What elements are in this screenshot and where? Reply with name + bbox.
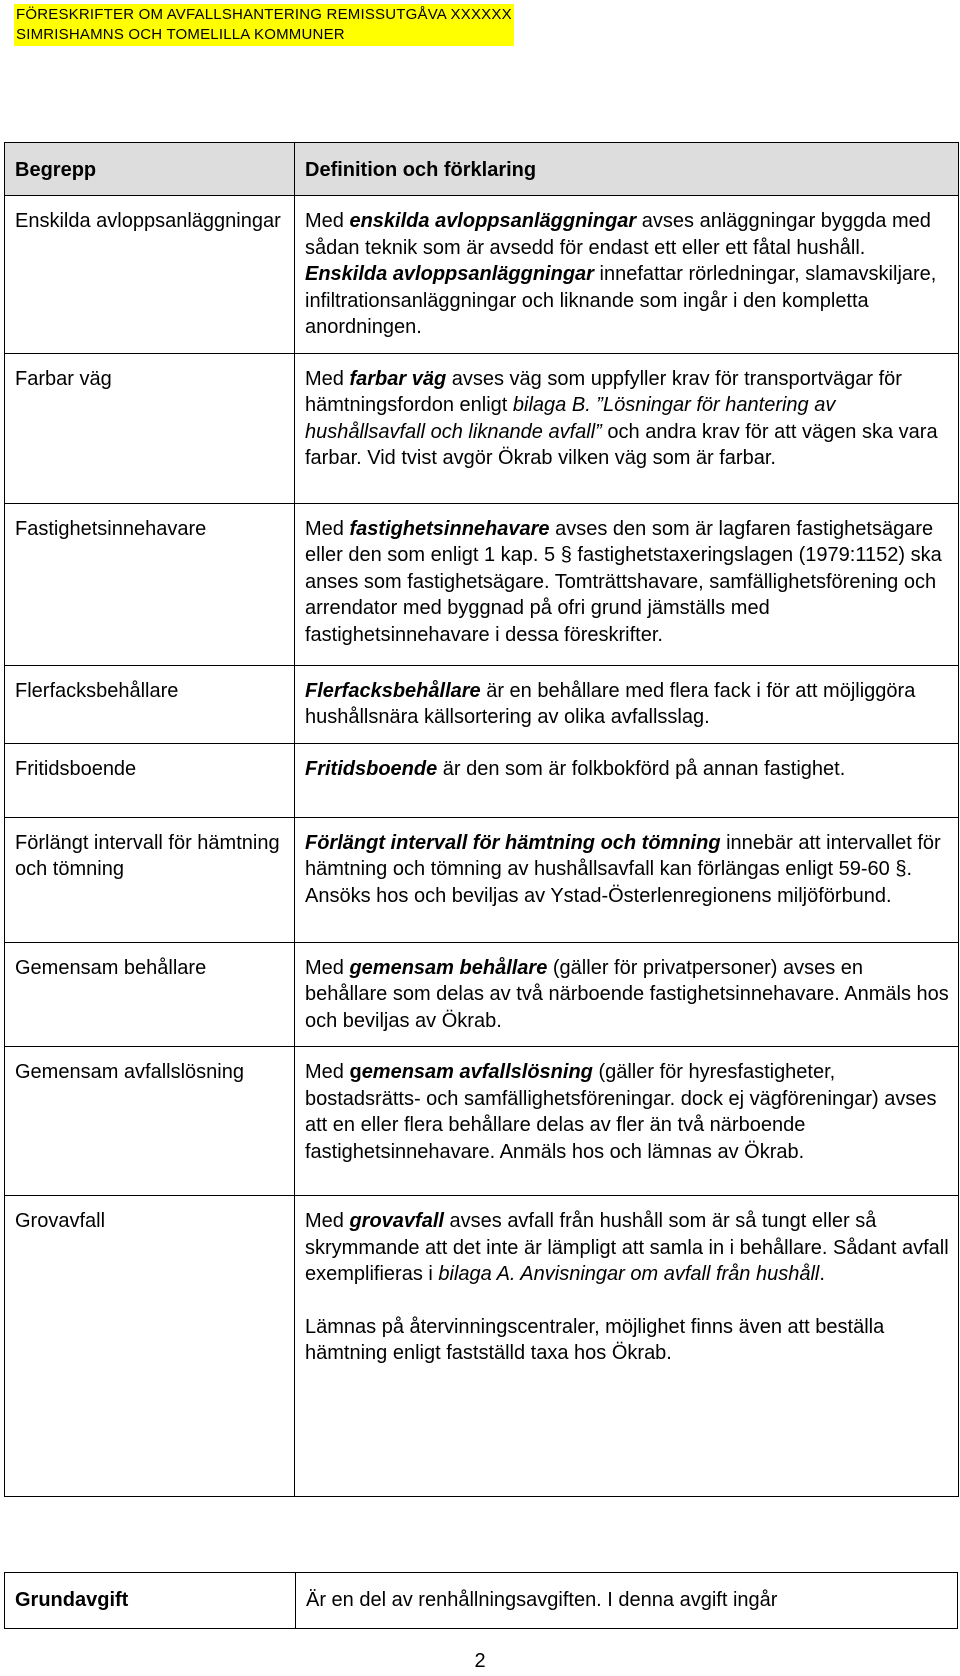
definition-cell	[295, 817, 959, 942]
definition-text-segment: avses avfall från hushåll som är så tungt eller så skrymmande att det inte är lämpligt att samla in i behållare. Sådant avfall exemplifieras i	[305, 1210, 949, 1285]
definition-text-segment: (gäller för hyresfastigheter, bostadsrätts- och samfällighetsföreningar. dock ej vägföreningar) avses att en eller flera behållare delas av fler än två närboende fastighetsinnehavare. Anmäls hos och lämnas av Ökrab.	[305, 1061, 937, 1163]
term-cell: Förlängt intervall för hämtning och tömning	[5, 817, 295, 942]
table-row	[5, 942, 959, 1047]
definition-cell	[295, 743, 959, 817]
definition-text-segment: fastighetsinnehavare	[349, 517, 550, 540]
definition-text-segment: (gäller för privatpersoner) avses en behållare som delas av två närboende fastighetsinnehavare. Anmäls hos och beviljas av Ökrab.	[305, 956, 949, 1032]
definition-text-segment: innefattar rörledningar, slamavskiljare, infiltrationsanläggningar och liknande som ingår i den kompletta anordningen.	[305, 263, 937, 338]
definition-text-segment: avses anläggningar byggda med sådan teknik som är avsedd för endast ett eller ett fåtal hushåll.	[305, 210, 931, 259]
definition-cell	[295, 1196, 959, 1497]
definition-cell	[295, 196, 959, 354]
definition-text-segment: Med	[305, 1061, 350, 1083]
definition-paragraph	[305, 830, 950, 910]
definition-paragraph	[305, 516, 950, 649]
definition-text-segment: avses den som är lagfaren fastighetsägare eller den som enligt 1 kap. 5 § fastighetstaxeringslagen (1979:1152) ska anses som fastighetsägare. Tomträttshavare, samfällighetsförening och arrendator med byggnad på ofri grund jämställs med fastighetsinnehavare i dessa föreskrifter.	[305, 517, 942, 646]
definition-text-segment: är en behållare med flera fack i för att möjliggöra hushållsnära källsortering av olika avfallsslag.	[305, 679, 916, 728]
table-header-row	[5, 143, 959, 196]
term-cell: Farbar väg	[5, 353, 295, 503]
definition-text-segment: emensam avfallslösning	[361, 1061, 593, 1083]
column-header-term: Begrepp	[5, 143, 295, 196]
definition-paragraph	[305, 756, 950, 783]
definition-text-segment: Fritidsboende	[305, 757, 438, 780]
definition-paragraph: Lämnas på återvinningscentraler, möjlighet finns även att beställa hämtning enligt fastställd taxa hos Ökrab.	[305, 1315, 885, 1364]
definition-text-segment: g	[349, 1061, 362, 1083]
document-header	[14, 4, 514, 46]
definition-cell	[295, 503, 959, 665]
definition-text-segment: Med	[305, 210, 350, 232]
definition-text-segment: grovavfall	[349, 1210, 444, 1232]
table-row	[5, 1573, 958, 1629]
definition-text-segment: Med	[305, 956, 350, 979]
definition-text-segment: bilaga B. ”Lösningar för hantering av hushållsavfall och liknande avfall”	[305, 394, 836, 443]
table-row	[5, 353, 959, 503]
definition-text-segment: farbar väg	[349, 367, 447, 390]
definitions-table	[4, 142, 959, 1497]
term-cell: Flerfacksbehållare	[5, 665, 295, 743]
definition-paragraph	[305, 1208, 950, 1288]
definition-text-segment: .	[819, 1263, 825, 1285]
table-row	[5, 743, 959, 817]
definition-text-segment: avses väg som uppfyller krav för transportvägar för hämtningsfordon enligt	[305, 367, 902, 416]
definition-paragraph	[305, 955, 950, 1035]
table-row	[5, 503, 959, 665]
term-cell: Gemensam behållare	[5, 942, 295, 1047]
definition-text-segment: enskilda avloppsanläggningar	[349, 210, 637, 232]
definition-text-segment: och andra krav för att vägen ska vara farbar. Vid tvist avgör Ökrab vilken väg som är farbar.	[305, 420, 938, 469]
table-row	[5, 1196, 959, 1497]
definition-text-segment: Förlängt intervall för hämtning och tömning	[305, 831, 721, 854]
page-number: 2	[474, 1650, 486, 1672]
term-cell: Grundavgift	[5, 1573, 296, 1629]
term-cell: Grovavfall	[5, 1196, 295, 1497]
definition-cell	[295, 353, 959, 503]
definition-paragraph	[305, 1059, 950, 1165]
definition-cell	[295, 665, 959, 743]
table-row	[5, 1047, 959, 1196]
definition-cell	[295, 942, 959, 1047]
definition-text-segment: innebär att intervallet för hämtning och tömning av hushållsavfall kan förlängas enligt 59-60 §. Ansöks hos och beviljas av Ystad-Österlenregionens miljöförbund.	[305, 831, 941, 907]
definition-text-segment: bilaga A. Anvisningar om avfall från hushåll	[438, 1263, 820, 1285]
definition-cell: Är en del av renhållningsavgiften. I denna avgift ingår	[296, 1573, 958, 1629]
definition-text-segment: Flerfacksbehållare	[305, 679, 481, 702]
table-row	[5, 817, 959, 942]
definition-text-segment: Med	[305, 1210, 350, 1232]
definition-text-segment: Med	[305, 367, 350, 390]
term-cell: Gemensam avfallslösning	[5, 1047, 295, 1196]
header-subtitle: SIMRISHAMNS OCH TOMELILLA KOMMUNER	[16, 26, 345, 43]
header-title: FÖRESKRIFTER OM AVFALLSHANTERING REMISSUTGÅVA XXXXXX	[16, 6, 512, 23]
term-cell: Fritidsboende	[5, 743, 295, 817]
definition-text-segment: är den som är folkbokförd på annan fastighet.	[437, 757, 846, 780]
definition-cell	[295, 1047, 959, 1196]
definition-text-segment: Enskilda avloppsanläggningar	[305, 263, 594, 285]
term-cell: Fastighetsinnehavare	[5, 503, 295, 665]
definition-text-segment: Med	[305, 517, 350, 540]
table-row	[5, 196, 959, 354]
definition-paragraph	[305, 208, 950, 341]
definition-paragraph	[305, 678, 950, 731]
column-header-definition: Definition och förklaring	[295, 143, 959, 196]
grundavgift-table	[4, 1572, 958, 1629]
definition-text-segment: gemensam behållare	[349, 956, 548, 979]
table-row	[5, 665, 959, 743]
definition-paragraph	[305, 366, 950, 472]
term-cell: Enskilda avloppsanläggningar	[5, 196, 295, 354]
